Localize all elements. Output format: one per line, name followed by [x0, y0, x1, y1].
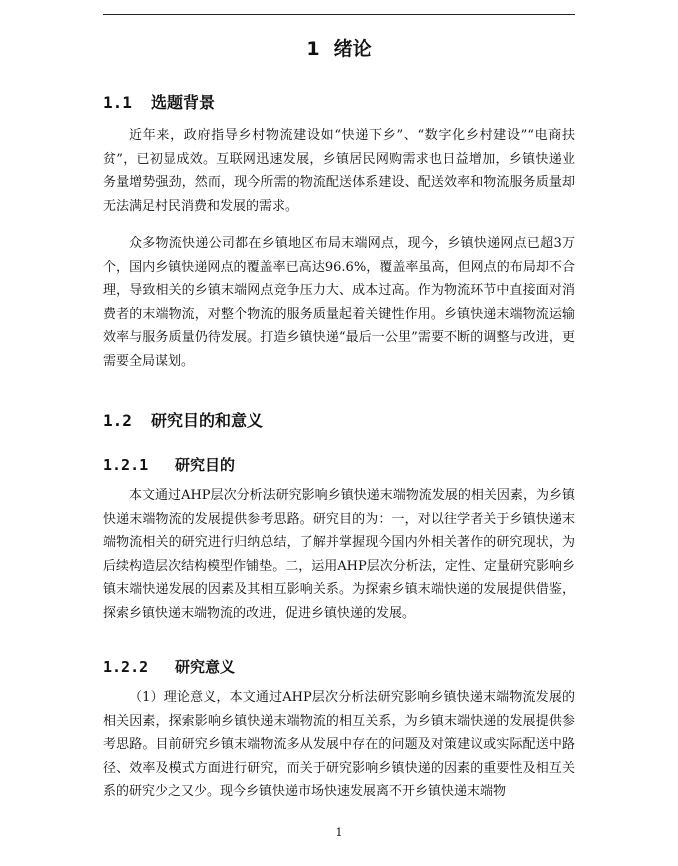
section-title: 研究意义 — [175, 658, 236, 676]
section-number: 1.2 — [103, 411, 132, 430]
paragraph-background-1: 近年来，政府指导乡村物流建设如“快递下乡”、“数字化乡村建设”“电商扶贫”，已初显成效。互联网迅速发展，乡镇居民网购需求也日益增加，乡镇快递业务量增势强劲，然而，现今所需的物流配送体系建设、配送效率和物流服务质量却无法满足村民消费和发展的需求。 — [103, 128, 575, 214]
chapter-heading — [0, 34, 678, 61]
paragraph-significance: （1）理论意义，本文通过AHP层次分析法研究影响乡镇快递末端物流发展的相关因素，探索影响乡镇快递末端物流的相互关系，为乡镇末端快递的发展提供参考思路。目前研究乡镇末端物流多从发展中存在的问题及对策建议或实际配送中路径、效率及模式方面进行研究，而关于研究影响乡镇快递的因素的重要性及相互关系的研究少之又少。现今乡镇快递市场快速发展离不开乡镇快递末端物 — [103, 690, 575, 799]
section-heading-1-2 — [103, 408, 263, 431]
paragraph-purpose: 本文通过AHP层次分析法研究影响乡镇快递末端物流发展的相关因素，为乡镇快递末端物流的发展提供参考思路。研究目的为：一，对以往学者关于乡镇快递末端物流相关的研究进行归纳总结，了解并掌握现今国内外相关著作的研究现状，为后续构造层次结构模型作铺垫。二，运用AHP层次分析法，定性、定量研究影响乡镇末端快递发展的因素及其相互影响关系。为探索乡镇末端快递的发展提供借鉴，探索乡镇快递末端物流的改进，促进乡镇快递的发展。 — [103, 488, 575, 621]
section-heading-1-1 — [103, 90, 215, 113]
section-number: 1.1 — [103, 93, 132, 112]
page-number: 1 — [335, 826, 343, 839]
section-number: 1.2.1 — [103, 456, 149, 474]
chapter-number: 1 — [306, 38, 320, 60]
chapter-title: 绪论 — [333, 38, 372, 60]
section-number: 1.2.2 — [103, 658, 149, 676]
header-rule — [103, 14, 575, 15]
section-title: 研究目的和意义 — [151, 411, 264, 430]
section-title: 选题背景 — [151, 93, 216, 112]
section-heading-1-2-2 — [103, 656, 235, 677]
section-heading-1-2-1 — [103, 454, 235, 475]
section-title: 研究目的 — [175, 456, 236, 474]
paragraph-background-2: 众多物流快递公司都在乡镇地区布局末端网点，现今，乡镇快递网点已超3万个，国内乡镇快递网点的覆盖率已高达96.6%，覆盖率虽高，但网点的布局却不合理，导致相关的乡镇末端网点竞争压力大、成本过高。作为物流环节中直接面对消费者的末端物流，对整个物流的服务质量起着关键性作用。乡镇快递末端物流运输效率与服务质量仍待发展。打造乡镇快递“最后一公里”需要不断的调整与改进，更需要全局谋划。 — [103, 236, 575, 369]
